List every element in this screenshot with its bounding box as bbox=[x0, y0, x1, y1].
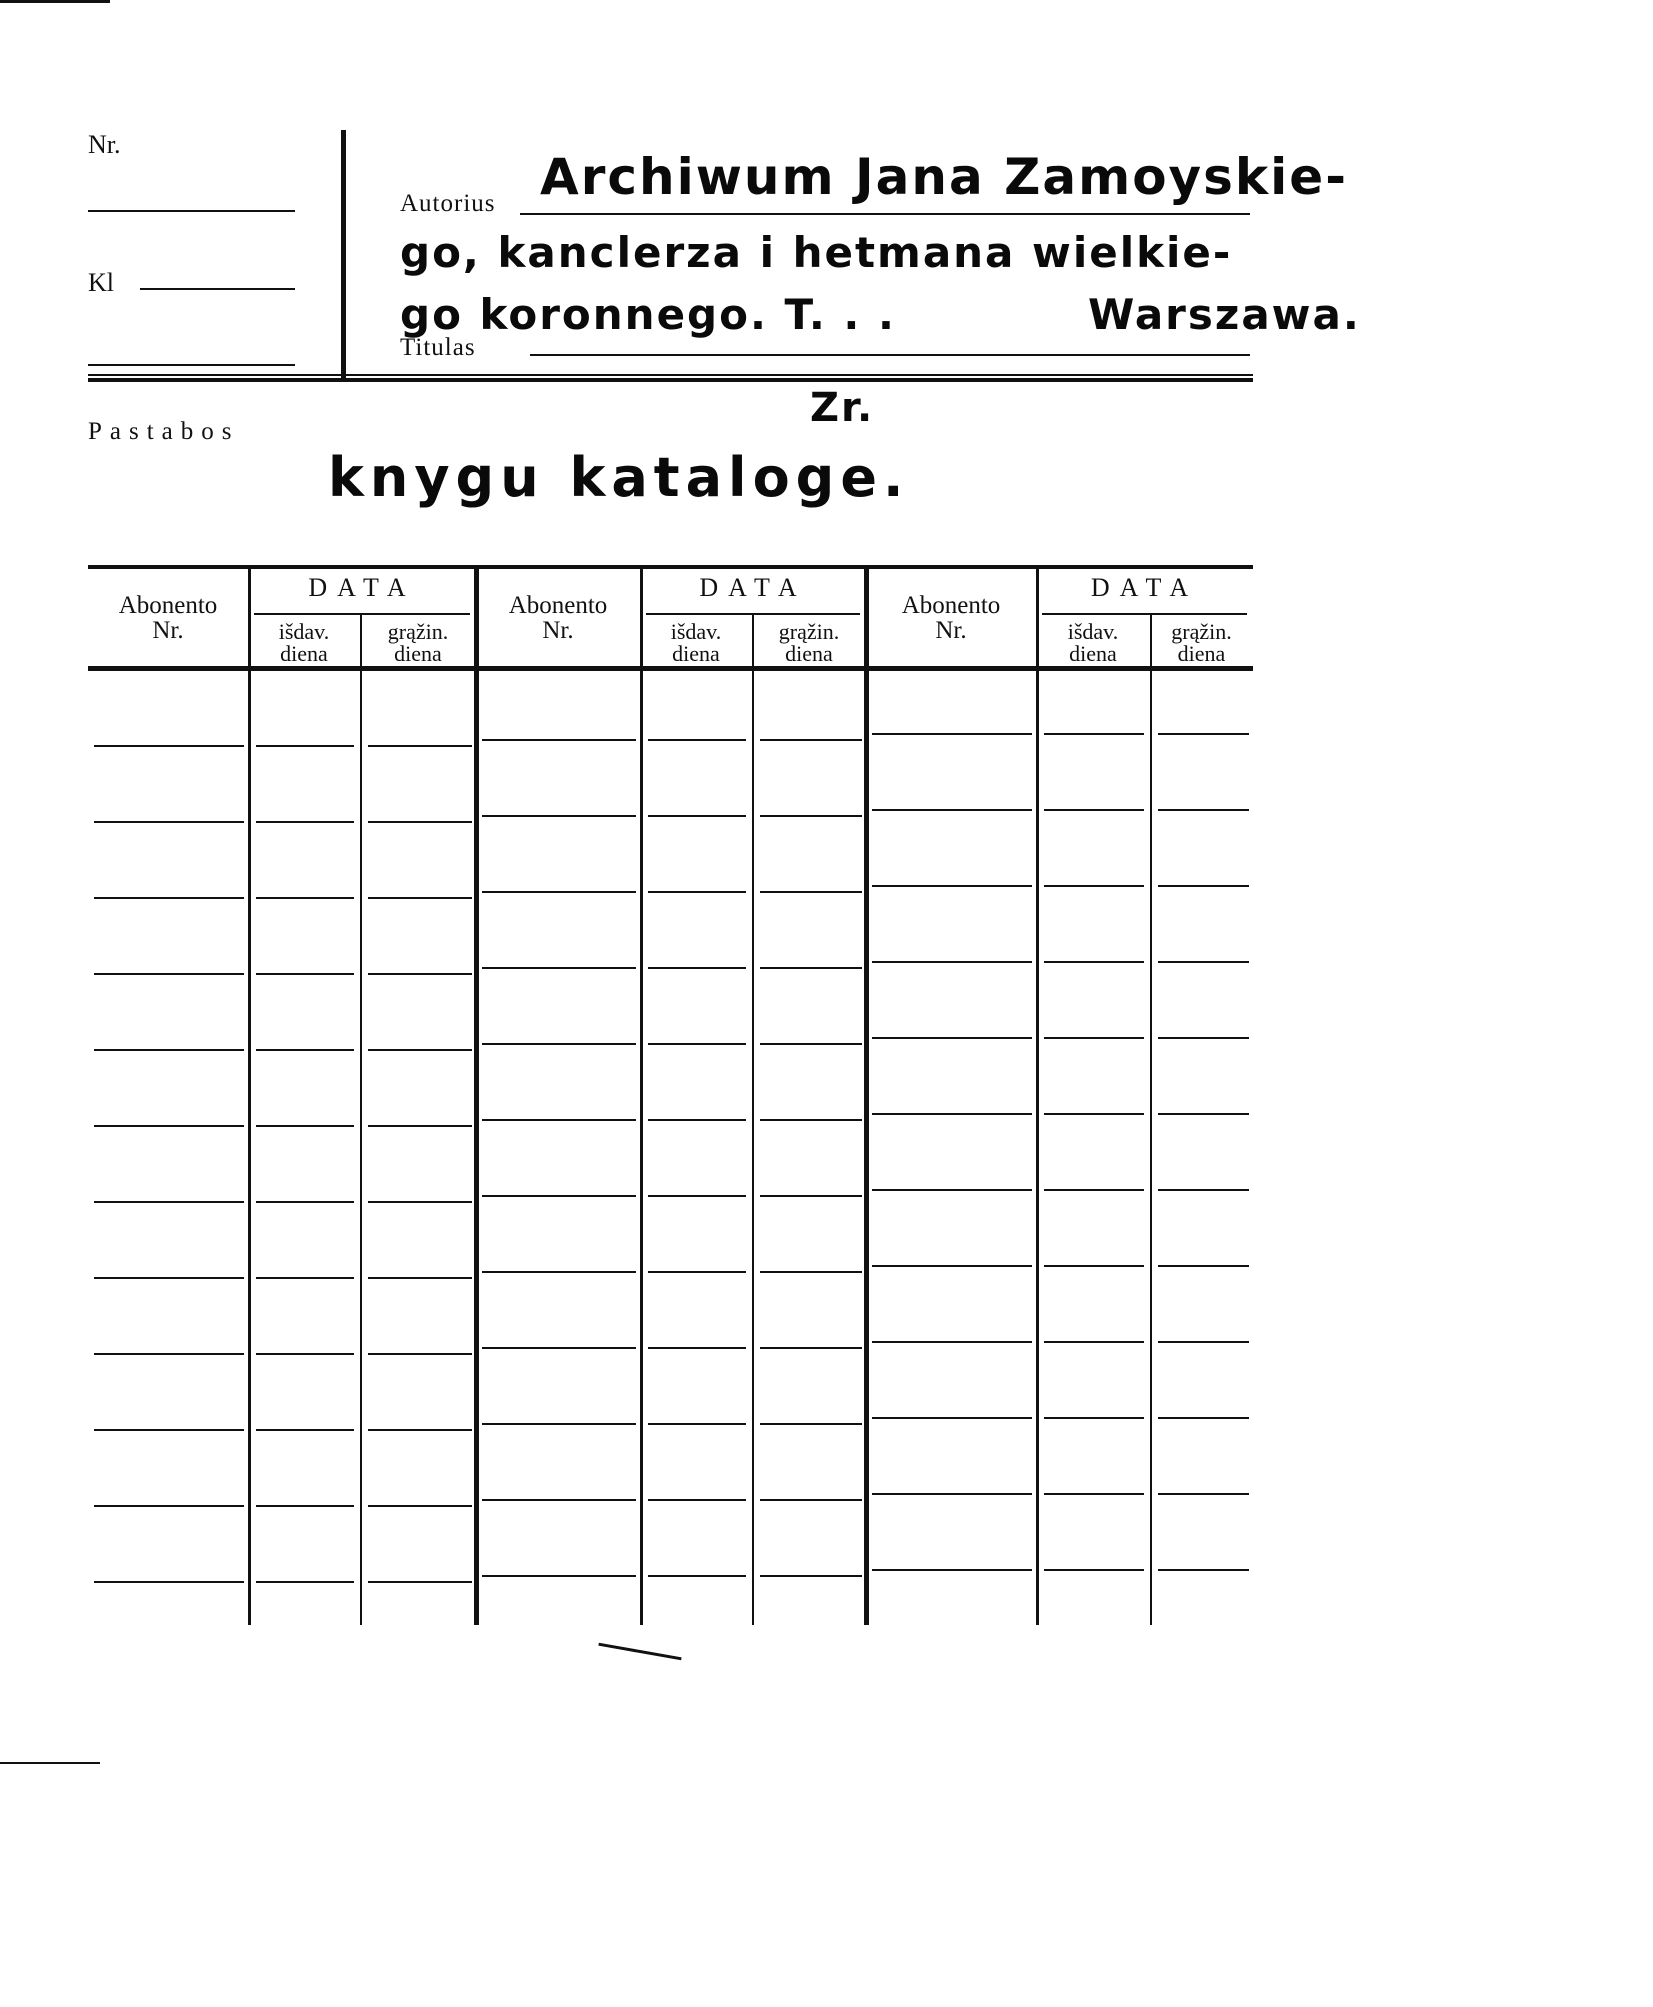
subscriber-cell[interactable] bbox=[872, 885, 1032, 887]
handwritten-author-line2: go, kanclerza i hetmana wielkie- bbox=[400, 228, 1233, 277]
subscriber-cell[interactable] bbox=[872, 961, 1032, 963]
group-divider bbox=[864, 565, 869, 1625]
issued-date-header: išdav. diena bbox=[670, 619, 722, 666]
returned-date-cell[interactable] bbox=[368, 1581, 472, 1583]
returned-date-cell[interactable] bbox=[368, 745, 472, 747]
subscriber-cell[interactable] bbox=[872, 733, 1032, 735]
issued-date-cell[interactable] bbox=[256, 745, 354, 747]
data-header: DATA bbox=[1090, 573, 1199, 602]
subscriber-cell[interactable] bbox=[482, 815, 636, 817]
subscriber-cell[interactable] bbox=[94, 821, 244, 823]
issued-date-cell[interactable] bbox=[648, 739, 746, 741]
subscriber-cell[interactable] bbox=[482, 1195, 636, 1197]
subscriber-cell[interactable] bbox=[872, 1493, 1032, 1495]
subscriber-cell[interactable] bbox=[482, 891, 636, 893]
subscriber-cell[interactable] bbox=[482, 1423, 636, 1425]
returned-date-cell[interactable] bbox=[368, 973, 472, 975]
returned-date-cell[interactable] bbox=[760, 967, 862, 969]
issued-date-cell[interactable] bbox=[256, 897, 354, 899]
subscriber-cell[interactable] bbox=[872, 1037, 1032, 1039]
issued-date-cell[interactable] bbox=[1044, 1265, 1144, 1267]
issued-date-cell[interactable] bbox=[1044, 1037, 1144, 1039]
returned-date-cell[interactable] bbox=[368, 821, 472, 823]
issued-date-cell[interactable] bbox=[648, 1195, 746, 1197]
subscriber-cell[interactable] bbox=[482, 1347, 636, 1349]
table-header-rule bbox=[88, 666, 1253, 671]
returned-date-cell[interactable] bbox=[760, 1423, 862, 1425]
subscriber-cell[interactable] bbox=[482, 967, 636, 969]
issued-date-cell[interactable] bbox=[1044, 885, 1144, 887]
subscriber-cell[interactable] bbox=[94, 897, 244, 899]
issued-date-cell[interactable] bbox=[648, 1423, 746, 1425]
issued-date-cell[interactable] bbox=[256, 1201, 354, 1203]
returned-date-cell[interactable] bbox=[368, 1429, 472, 1431]
returned-date-cell[interactable] bbox=[760, 1347, 862, 1349]
data-underline bbox=[254, 613, 470, 615]
subscriber-cell[interactable] bbox=[94, 1581, 244, 1583]
issued-date-cell[interactable] bbox=[1044, 1493, 1144, 1495]
issued-date-cell[interactable] bbox=[648, 1119, 746, 1121]
returned-date-cell[interactable] bbox=[368, 1277, 472, 1279]
handwritten-author-line3a: go koronnego. T. . . bbox=[400, 290, 896, 339]
subscriber-cell[interactable] bbox=[482, 1119, 636, 1121]
issued-date-cell[interactable] bbox=[256, 1429, 354, 1431]
subscriber-cell[interactable] bbox=[872, 809, 1032, 811]
column-divider bbox=[752, 615, 754, 1625]
returned-date-cell[interactable] bbox=[368, 1201, 472, 1203]
handwritten-zr: Zr. bbox=[810, 385, 875, 431]
issued-date-cell[interactable] bbox=[256, 1353, 354, 1355]
issued-date-cell[interactable] bbox=[648, 1043, 746, 1045]
returned-date-cell[interactable] bbox=[1158, 1037, 1249, 1039]
nr-label: Nr. bbox=[88, 130, 121, 159]
issued-date-cell[interactable] bbox=[648, 1575, 746, 1577]
issued-date-cell[interactable] bbox=[648, 1347, 746, 1349]
issued-date-cell[interactable] bbox=[256, 1581, 354, 1583]
subscriber-cell[interactable] bbox=[482, 739, 636, 741]
issued-date-cell[interactable] bbox=[648, 891, 746, 893]
issued-date-cell[interactable] bbox=[1044, 1189, 1144, 1191]
returned-date-cell[interactable] bbox=[760, 1499, 862, 1501]
data-header: DATA bbox=[699, 573, 807, 602]
returned-date-header: grąžin. diena bbox=[1171, 619, 1232, 666]
title-label: Titulas bbox=[400, 334, 476, 361]
data-underline bbox=[1042, 613, 1247, 615]
author-label: Autorius bbox=[400, 190, 496, 217]
issued-date-cell[interactable] bbox=[1044, 1341, 1144, 1343]
column-divider bbox=[1036, 565, 1039, 1625]
issued-date-cell[interactable] bbox=[1044, 733, 1144, 735]
returned-date-cell[interactable] bbox=[1158, 1341, 1249, 1343]
returned-date-cell[interactable] bbox=[760, 739, 862, 741]
returned-date-cell[interactable] bbox=[1158, 961, 1249, 963]
returned-date-cell[interactable] bbox=[760, 1119, 862, 1121]
subscriber-cell[interactable] bbox=[482, 1499, 636, 1501]
issued-date-cell[interactable] bbox=[1044, 1569, 1144, 1571]
returned-date-cell[interactable] bbox=[760, 1043, 862, 1045]
issued-date-cell[interactable] bbox=[648, 1499, 746, 1501]
subscriber-cell[interactable] bbox=[872, 1113, 1032, 1115]
subscriber-cell[interactable] bbox=[94, 1049, 244, 1051]
handwritten-notes: knygu kataloge. bbox=[328, 446, 910, 509]
subscriber-cell[interactable] bbox=[872, 1569, 1032, 1571]
issued-date-cell[interactable] bbox=[256, 821, 354, 823]
issued-date-cell[interactable] bbox=[256, 973, 354, 975]
returned-date-cell[interactable] bbox=[368, 1505, 472, 1507]
issued-date-cell[interactable] bbox=[648, 1271, 746, 1273]
issued-date-cell[interactable] bbox=[256, 1049, 354, 1051]
abonento-header: Abonento Nr. bbox=[508, 592, 608, 644]
subscriber-cell[interactable] bbox=[872, 1341, 1032, 1343]
subscriber-cell[interactable] bbox=[482, 1043, 636, 1045]
abonento-header: Abonento Nr. bbox=[901, 592, 1001, 644]
issued-date-cell[interactable] bbox=[1044, 1417, 1144, 1419]
subscriber-cell[interactable] bbox=[872, 1265, 1032, 1267]
notes-label: Pastabos bbox=[88, 418, 240, 445]
issued-date-cell[interactable] bbox=[256, 1125, 354, 1127]
column-divider bbox=[248, 565, 251, 1625]
subscriber-cell[interactable] bbox=[482, 1575, 636, 1577]
returned-date-cell[interactable] bbox=[760, 815, 862, 817]
returned-date-cell[interactable] bbox=[1158, 809, 1249, 811]
subscriber-cell[interactable] bbox=[94, 1429, 244, 1431]
kl-label: Kl bbox=[88, 268, 114, 297]
data-header: DATA bbox=[308, 573, 416, 602]
returned-date-cell[interactable] bbox=[368, 1353, 472, 1355]
group-divider bbox=[474, 565, 479, 1625]
issued-date-header: išdav. diena bbox=[278, 619, 330, 666]
returned-date-cell[interactable] bbox=[368, 1125, 472, 1127]
data-underline bbox=[646, 613, 860, 615]
issued-date-header: išdav. diena bbox=[1067, 619, 1119, 666]
issued-date-cell[interactable] bbox=[1044, 1113, 1144, 1115]
subscriber-cell[interactable] bbox=[94, 1125, 244, 1127]
subscriber-cell[interactable] bbox=[872, 1189, 1032, 1191]
column-divider bbox=[360, 615, 362, 1625]
returned-date-cell[interactable] bbox=[760, 1271, 862, 1273]
issued-date-cell[interactable] bbox=[256, 1505, 354, 1507]
returned-date-header: grąžin. diena bbox=[387, 619, 449, 666]
table-top-rule bbox=[88, 565, 1253, 569]
returned-date-cell[interactable] bbox=[1158, 733, 1249, 735]
issued-date-cell[interactable] bbox=[648, 815, 746, 817]
issued-date-cell[interactable] bbox=[1044, 809, 1144, 811]
returned-date-cell[interactable] bbox=[760, 891, 862, 893]
returned-date-cell[interactable] bbox=[1158, 1569, 1249, 1571]
returned-date-cell[interactable] bbox=[1158, 1189, 1249, 1191]
returned-date-cell[interactable] bbox=[1158, 1493, 1249, 1495]
subscriber-cell[interactable] bbox=[872, 1417, 1032, 1419]
returned-date-cell[interactable] bbox=[1158, 1113, 1249, 1115]
subscriber-cell[interactable] bbox=[94, 1201, 244, 1203]
handwritten-author-line3b: Warszawa. bbox=[1088, 290, 1361, 339]
returned-date-cell[interactable] bbox=[368, 897, 472, 899]
subscriber-cell[interactable] bbox=[94, 745, 244, 747]
handwritten-author-line1: Archiwum Jana Zamoyskie- bbox=[540, 148, 1348, 206]
issued-date-cell[interactable] bbox=[256, 1277, 354, 1279]
returned-date-cell[interactable] bbox=[1158, 1417, 1249, 1419]
subscriber-cell[interactable] bbox=[94, 973, 244, 975]
returned-date-cell[interactable] bbox=[1158, 1265, 1249, 1267]
issued-date-cell[interactable] bbox=[1044, 961, 1144, 963]
returned-date-cell[interactable] bbox=[1158, 885, 1249, 887]
subscriber-cell[interactable] bbox=[94, 1353, 244, 1355]
abonento-header: Abonento Nr. bbox=[118, 592, 218, 644]
subscriber-cell[interactable] bbox=[482, 1271, 636, 1273]
returned-date-cell[interactable] bbox=[368, 1049, 472, 1051]
returned-date-header: grąžin. diena bbox=[778, 619, 840, 666]
subscriber-cell[interactable] bbox=[94, 1505, 244, 1507]
issued-date-cell[interactable] bbox=[648, 967, 746, 969]
subscriber-cell[interactable] bbox=[94, 1277, 244, 1279]
column-divider bbox=[640, 565, 643, 1625]
returned-date-cell[interactable] bbox=[760, 1575, 862, 1577]
returned-date-cell[interactable] bbox=[760, 1195, 862, 1197]
column-divider bbox=[1150, 615, 1152, 1625]
